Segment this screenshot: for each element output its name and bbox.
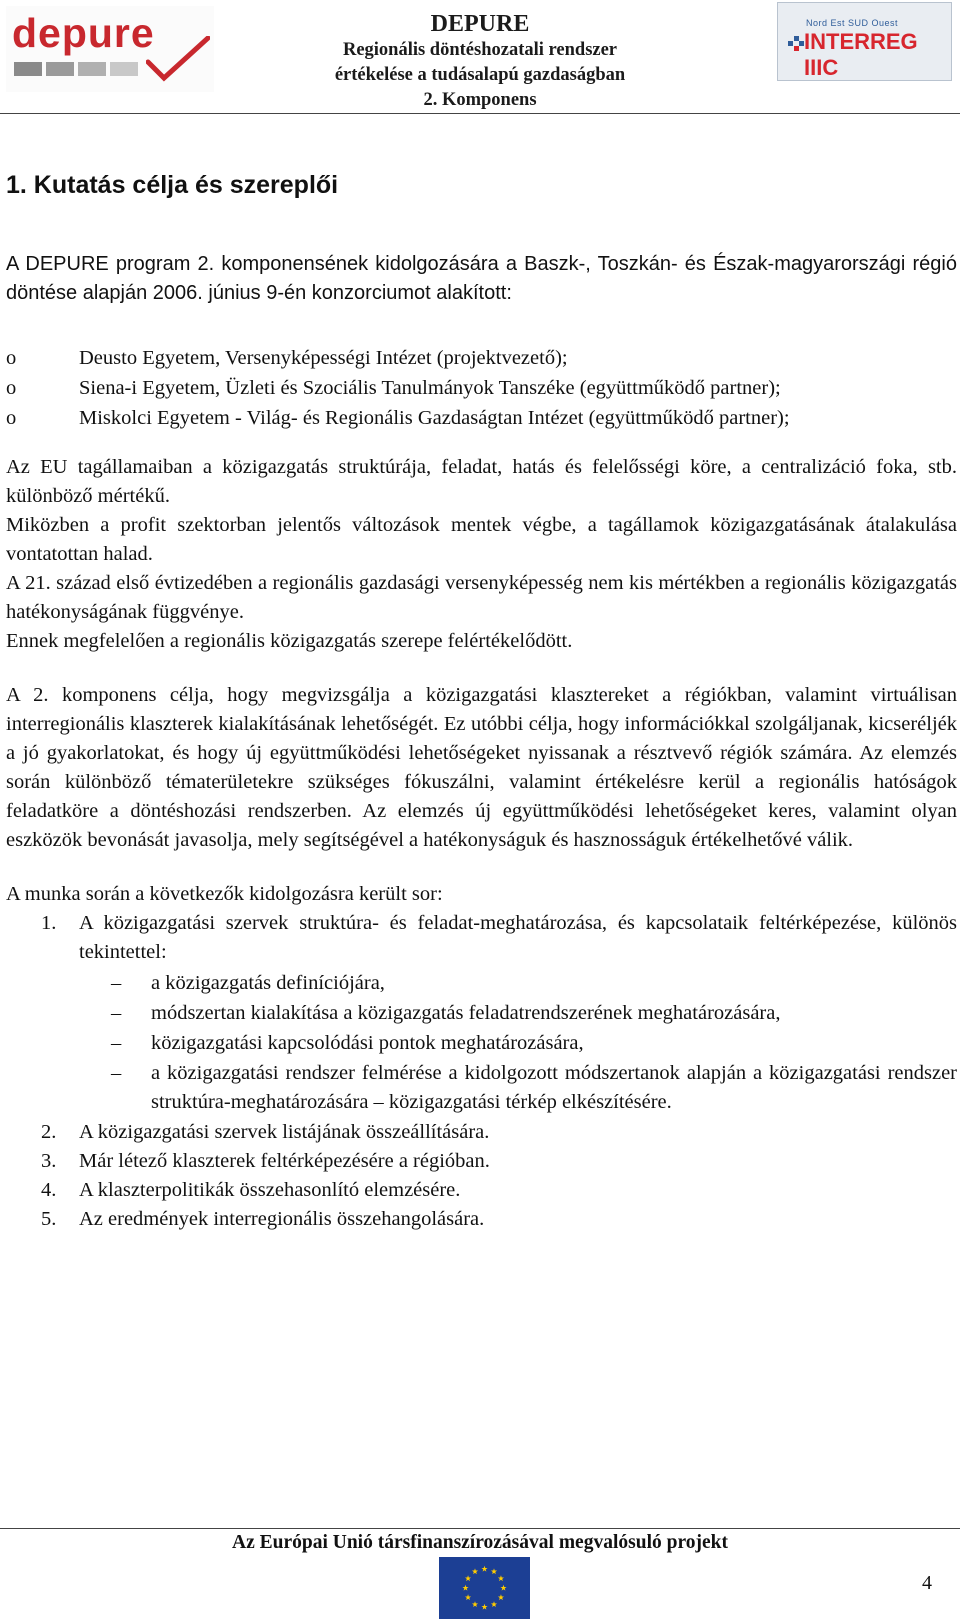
work-intro: A munka során a következők kidolgozásra került sor: — [6, 883, 443, 905]
interreg-dots-icon — [788, 36, 804, 52]
work-items-list-continued — [6, 1118, 957, 1234]
depure-logo-bars — [14, 62, 164, 78]
interreg-logo-title: INTERREG IIIC — [804, 29, 918, 80]
list-number: 4. — [41, 1179, 57, 1201]
sub-item: – módszertan kialakítása a közigazgatás feladatrendszerének meghatározására, — [6, 999, 957, 1028]
depure-logo-text: depure — [12, 10, 155, 56]
header-title: DEPURE — [430, 11, 530, 37]
interreg-logo — [777, 2, 952, 81]
bullet-marker: o — [6, 347, 17, 369]
sub-items-list — [6, 969, 957, 1117]
depure-logo — [6, 6, 214, 92]
spacer — [6, 433, 957, 453]
work-item: 4. A klaszterpolitikák összehasonlító elemzésére. — [6, 1176, 957, 1205]
header-component: 2. Komponens — [423, 90, 537, 110]
paragraph: Miközben a profit szektorban jelentős változások mentek végbe, a tagállamok közigazgatásának átalakulása vontatottan halad. — [6, 514, 957, 565]
bullet-marker: o — [6, 377, 17, 399]
list-number: 1. — [41, 912, 57, 934]
document-body — [6, 160, 957, 1234]
sub-item: – a közigazgatás definíciójára, — [6, 969, 957, 998]
consortium-list — [6, 343, 957, 433]
paragraph: Ennek megfelelően a regionális közigazgatás szerepe felértékelődött. — [6, 630, 573, 652]
section-heading: 1. Kutatás célja és szereplői — [6, 171, 339, 199]
dash-marker: – — [111, 1032, 122, 1054]
consortium-item: o Deusto Egyetem, Versenyképességi Intézet (projektvezető); — [6, 343, 957, 373]
dash-marker: – — [111, 1002, 122, 1024]
list-number: 2. — [41, 1121, 57, 1143]
work-items-list — [6, 909, 957, 967]
header-subtitle-line1: Regionális döntéshozatali rendszer — [342, 40, 618, 60]
goal-paragraph: A 2. komponens célja, hogy megvizsgálja a közigazgatási klasztereket a régiókban, valamint virtuálisan interregionális klaszterek kialakításának lehetőségét. Ez utóbbi célja, hogy információkkal szolgáljanak, kicseréljék a jó gyakorlatokat, és hogy új együttműködési lehetőségeket nyissanak a résztvevő régiók számára. Az elemzés során különböző tématerületekre szükséges fókuszálni, valamint értékelésre kerül a regionális hatóságok feladatköre a döntéshozási rendszerben. Az elemzés új együttműködési lehetőségeket keres, valamint olyan eszközök bevonását javasolja, mely segítségével a hatékonyságuk és hasznosságuk értékelhetővé válik. — [6, 684, 957, 851]
consortium-item: o Miskolci Egyetem - Világ- és Regionális Gazdaságtan Intézet (együttműködő partner); — [6, 403, 957, 433]
page-number: 4 — [922, 1572, 932, 1594]
page-header — [0, 0, 960, 116]
list-number: 5. — [41, 1208, 57, 1230]
paragraph: Az EU tagállamaiban a közigazgatás struktúrája, feladat, hatás és felelősségi köre, a centralizáció foka, stb. különböző mértékű. — [6, 456, 957, 507]
header-divider — [0, 113, 960, 114]
work-item: 1. A közigazgatási szervek struktúra- és feladat-meghatározása, és kapcsolataik feltérképezése, különös tekintettel: — [6, 909, 957, 967]
dash-marker: – — [111, 1062, 122, 1084]
list-number: 3. — [41, 1150, 57, 1172]
eu-flag-icon — [439, 1557, 530, 1619]
sub-item: – a közigazgatási rendszer felmérése a kidolgozott módszertanok alapján a közigazgatási rendszer struktúra-meghatározására – közigazgatási térkép elkészítésére. — [6, 1059, 957, 1117]
work-item: 5. Az eredmények interregionális összehangolására. — [6, 1205, 957, 1234]
dash-marker: – — [111, 972, 122, 994]
checkmark-icon — [146, 36, 210, 82]
work-item: 2. A közigazgatási szervek listájának összeállítására. — [6, 1118, 957, 1147]
paragraph: A 21. század első évtizedében a regionális gazdasági versenyképesség nem kis mértékben a regionális közigazgatás hatékonyságának függvénye. — [6, 572, 957, 623]
consortium-item: o Siena-i Egyetem, Üzleti és Szociális Tanulmányok Tanszéke (együttműködő partner); — [6, 373, 957, 403]
sub-item: – közigazgatási kapcsolódási pontok meghatározására, — [6, 1029, 957, 1058]
work-item: 3. Már létező klaszterek feltérképezésére a régióban. — [6, 1147, 957, 1176]
header-subtitle-line2: értékelése a tudásalapú gazdaságban — [334, 65, 626, 85]
spacer — [6, 855, 957, 880]
intro-paragraph: A DEPURE program 2. komponensének kidolgozására a Baszk-, Toszkán- és Észak-magyarországi régió döntése alapján 2006. június 9-én konzorciumot alakított: — [6, 253, 957, 304]
interreg-logo-subtitle: Nord Est SUD Ouest — [806, 18, 899, 28]
spacer — [6, 656, 957, 681]
header-title-block — [280, 10, 680, 113]
footer-text: Az Európai Unió társfinanszírozásával megvalósuló projekt — [232, 1532, 728, 1553]
bullet-marker: o — [6, 407, 17, 429]
footer-divider — [0, 1528, 960, 1529]
